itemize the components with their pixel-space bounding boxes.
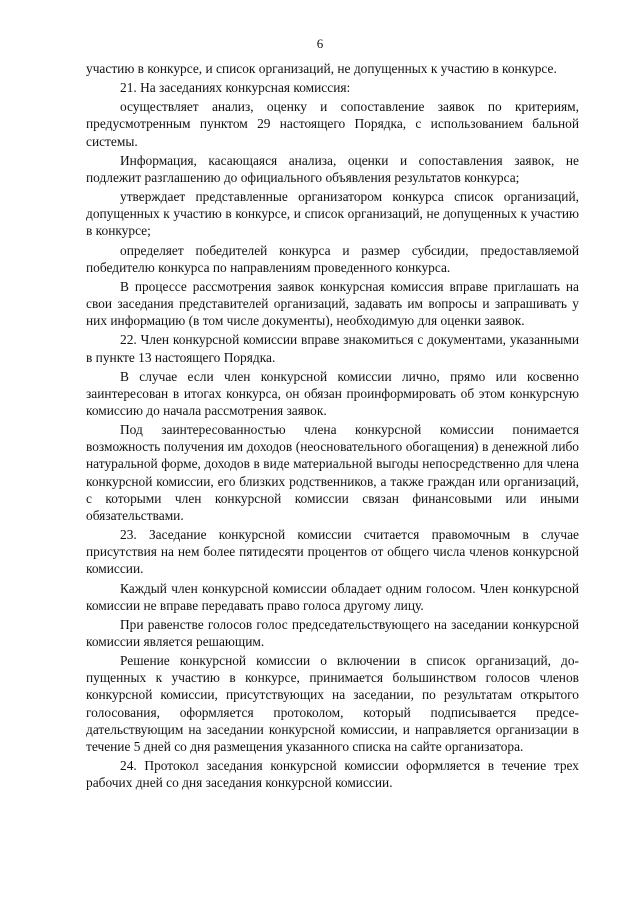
paragraph: 21. На заседаниях конкурсная комиссия:: [120, 80, 351, 96]
paragraph: При равенстве голосов голос председательствующего на заседании конкурсной комиссии является решающим.: [86, 616, 579, 649]
document-body: [86, 60, 579, 793]
paragraph: 22. Член конкурсной комиссии вправе знакомиться с документами, указанными в пункте 13 настоящего Порядка.: [86, 332, 579, 365]
paragraph: Информация, касающаяся анализа, оценки и сопоставления заявок, не подлежит разглашению до официального объявления результатов конкурса;: [86, 152, 579, 185]
paragraph: осуществляет анализ, оценку и сопоставление заявок по критериям, предусмотренным пунктом 29 настоящего Порядка, с использованием бальной системы.: [86, 99, 579, 149]
paragraph: определяет победителей конкурса и размер субсидии, предоставляемой победителю конкурса по направлениям проведенного конкурса.: [86, 242, 579, 275]
page-number: 6: [316, 36, 324, 51]
paragraph: утверждает представленные организатором конкурса список организаций, допущенных к участию в конкурсе, и список организаций, не допущенных к участию в конкурсе;: [86, 189, 579, 239]
paragraph: участию в конкурсе, и список организаций, не допущенных к участию в конкурсе.: [86, 61, 557, 76]
paragraph: Под заинтересованностью члена конкурсной комиссии понимается возможность получения им доходов (неосновательного обогащения) в денежной либо натуральной форме, доходов в виде материальной выгоды непосредственно для члена конкурсной комиссии, его близких родственников, а также граждан или организаций, с которыми член конкурсной комиссии связан финансовыми или иными обязательствами.: [86, 422, 579, 523]
paragraph: Каждый член конкурсной комиссии обладает одним голосом. Член конкурсной комиссии не вправе передавать право голоса другому лицу.: [86, 580, 579, 613]
paragraph: 24. Протокол заседания конкурсной комиссии оформляется в течение трех рабочих дней со дня заседания конкурсной комиссии.: [86, 758, 579, 791]
paragraph: 23. Заседание конкурсной комиссии считается правомочным в случае присутствия на нем более пятидесяти процентов от общего числа членов конкурсной комиссии.: [86, 527, 579, 577]
paragraph: В процессе рассмотрения заявок конкурсная комиссия вправе приглашать на свои заседания представителей организаций, задавать им вопросы и запрашивать у них информацию (в том числе документы), необходимую для оценки заявок.: [86, 278, 579, 329]
paragraph: Решение конкурсной комиссии о включении в список организаций, допущенных к участию в конкурсе, принимается большинством голосов членов конкурсной комиссии, присутствующих на заседании, по результатам открытого голосования, оформляется протоколом, который подписывается председательствующим на заседании конкурсной комиссии, и направляется организации в течение 5 дней со дня размещения указанного списка на сайте организатора.: [86, 653, 579, 754]
paragraph: В случае если член конкурсной комиссии лично, прямо или косвенно заинтересован в итогах конкурса, он обязан проинформировать об этом конкурсную комиссию до начала рассмотрения заявок.: [86, 368, 579, 418]
